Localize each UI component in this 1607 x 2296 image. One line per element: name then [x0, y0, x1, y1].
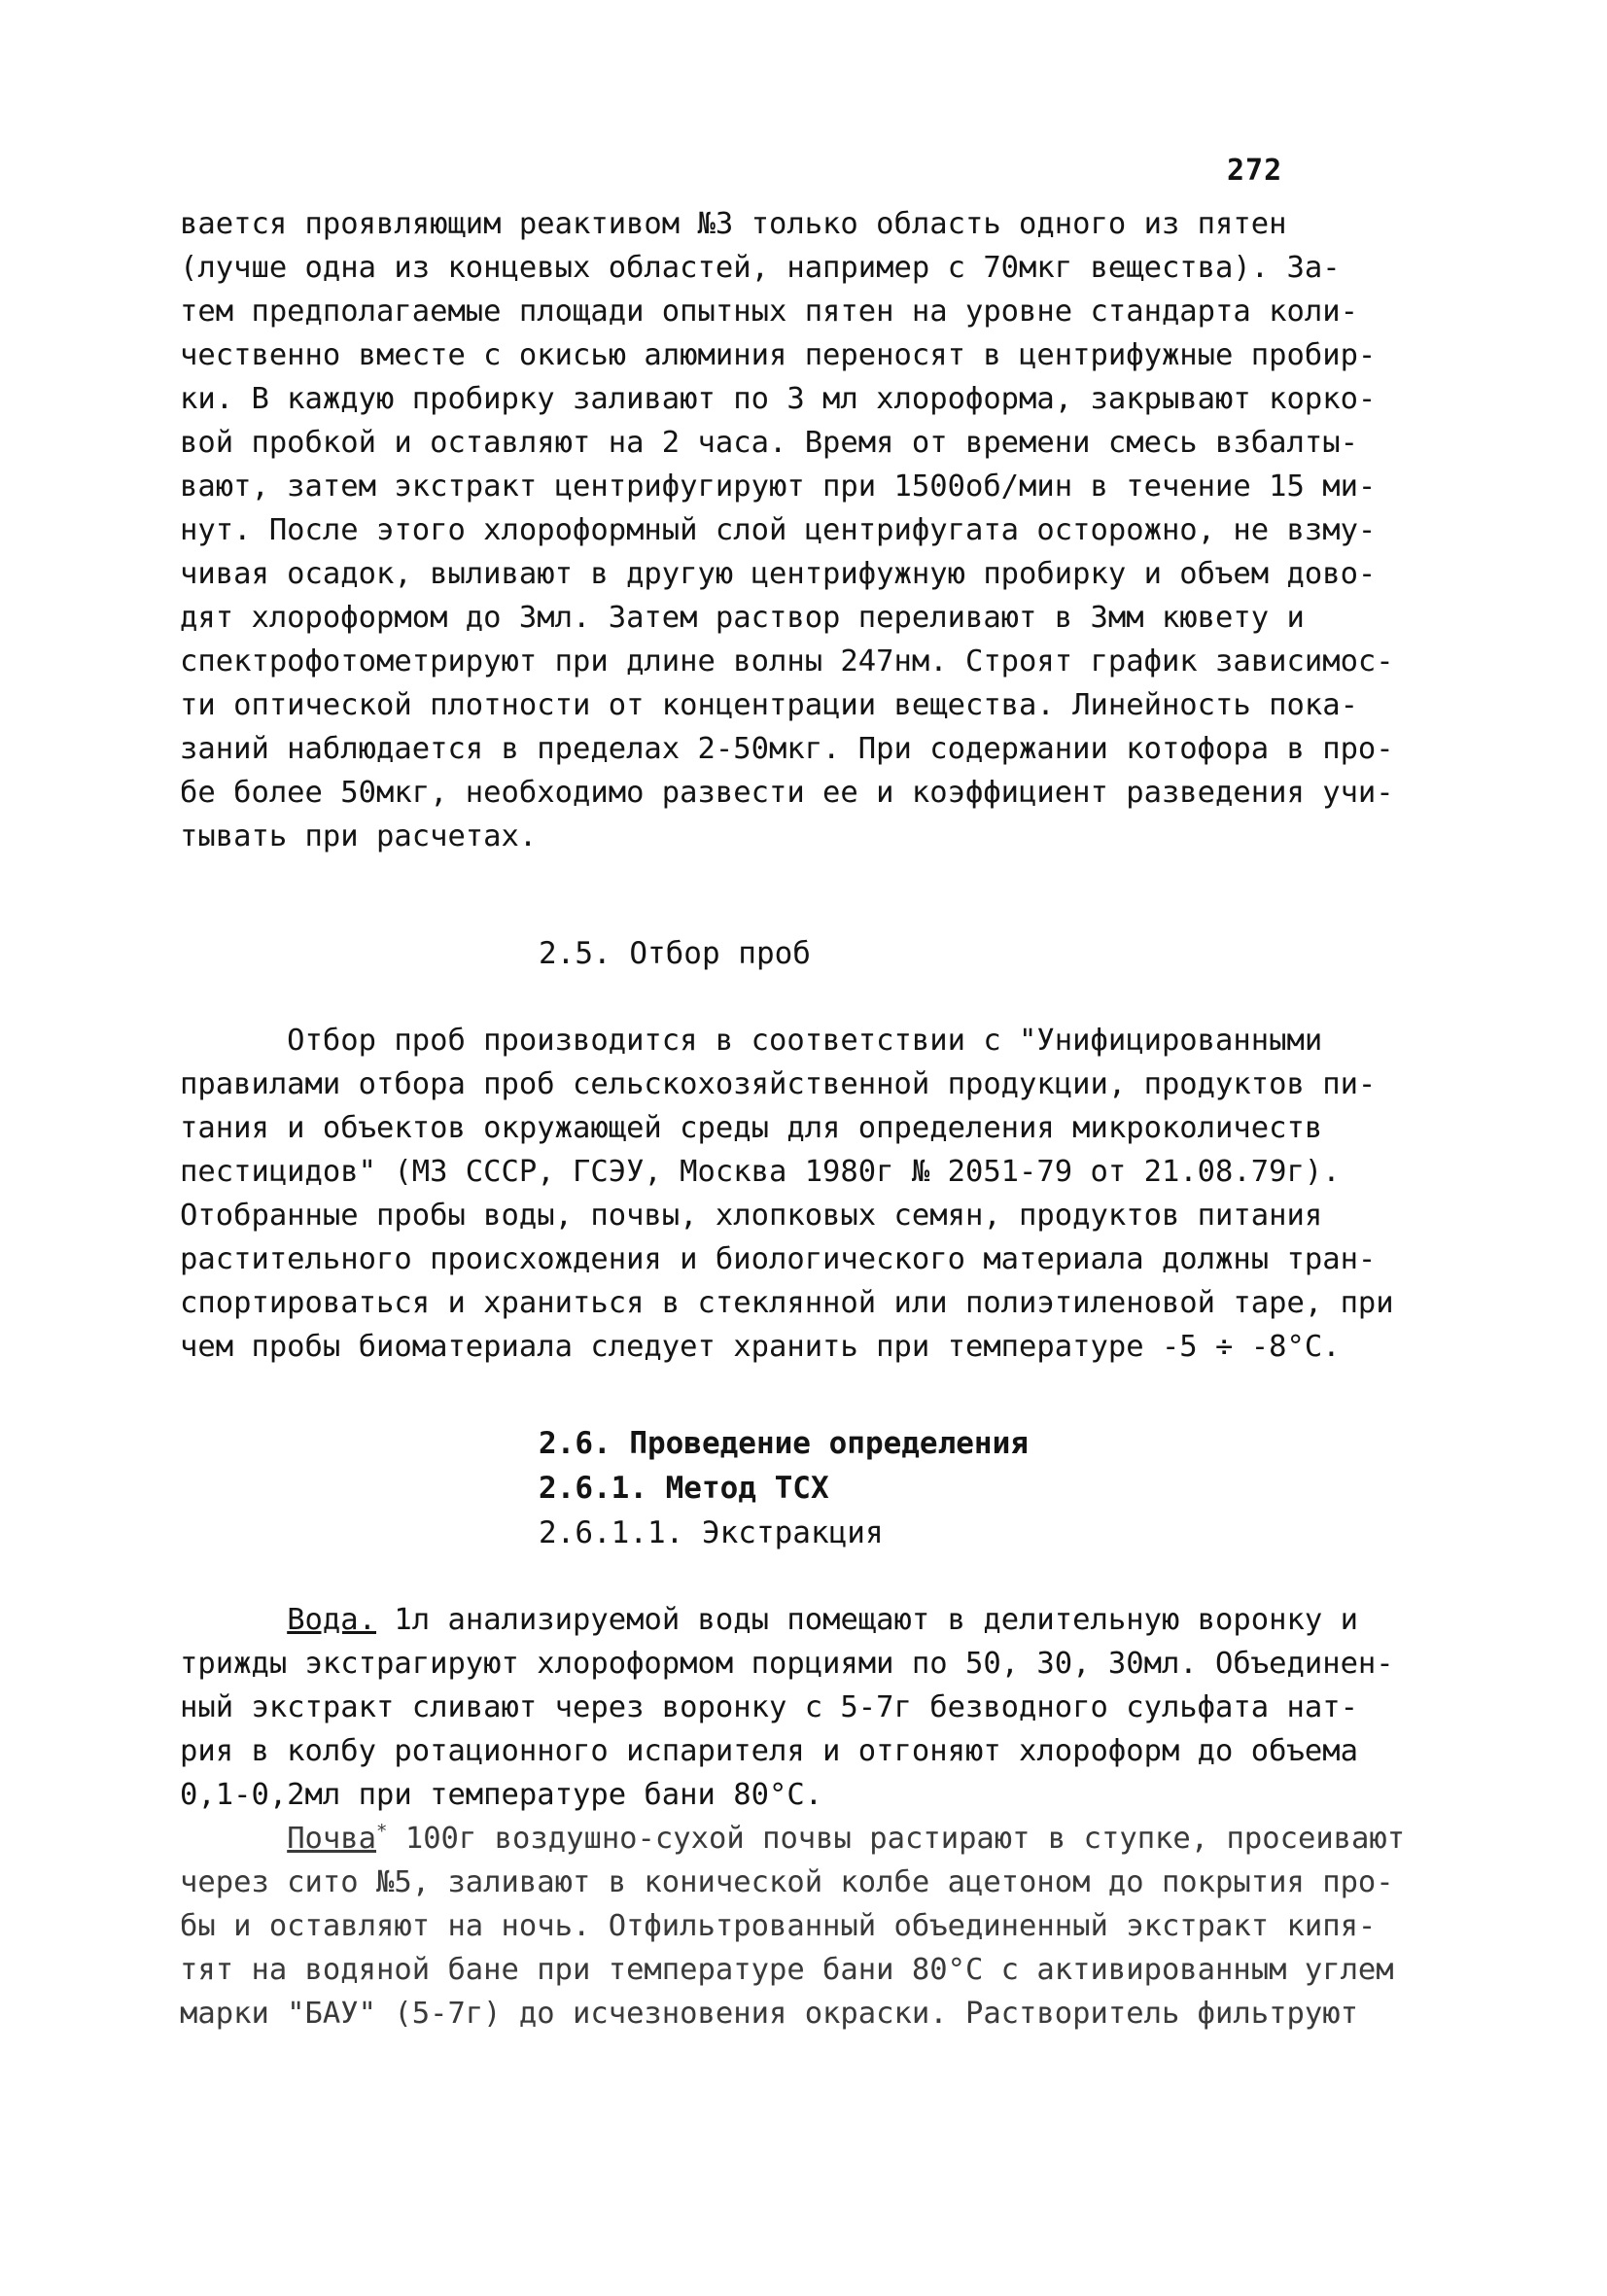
sampling-line: пестицидов" (МЗ СССР, ГСЭУ, Москва 1980г № 2051-79 от 21.08.79г).	[180, 1155, 1341, 1189]
sampling-line: чем пробы биоматериала следует хранить при температуре -5 ÷ -8°С.	[180, 1330, 1341, 1364]
paragraph-1-line: заний наблюдается в пределах 2-50мкг. При содержании котофора в про-	[180, 732, 1394, 766]
soil-lines	[180, 1861, 1434, 2035]
soil-first-line-text: 100г воздушно-сухой почвы растирают в ступке, просеивают	[387, 1822, 1406, 1856]
paragraph-1-line: вают, затем экстракт центрифугируют при 1500об/мин в течение 15 ми-	[180, 470, 1377, 504]
section-2-5-title: 2.5. Отбор проб	[539, 936, 811, 971]
section-2-6-title: 2.6. Проведение определения	[539, 1426, 1029, 1461]
paragraph-1-line: ти оптической плотности от концентрации вещества. Линейность пока-	[180, 688, 1358, 722]
water-line: трижды экстрагируют хлороформом порциями по 50, 30, 30мл. Объединен-	[180, 1647, 1394, 1681]
paragraph-1-line: бе более 50мкг, необходимо развести ее и коэффициент разведения учи-	[180, 776, 1394, 810]
paragraph-sampling	[180, 1019, 1434, 1369]
water-line: рия в колбу ротационного испарителя и отгоняют хлороформ до объема	[180, 1734, 1358, 1768]
sampling-line: растительного происхождения и биологического материала должны тран-	[180, 1242, 1377, 1276]
water-first-line	[180, 1598, 1434, 1642]
soil-line: тят на водяной бане при температуре бани 80°С с активированным углем	[180, 1953, 1394, 1987]
paragraph-spectrophotometry	[180, 202, 1434, 858]
soil-line: через сито №5, заливают в конической колбе ацетоном до покрытия про-	[180, 1865, 1394, 1899]
page-number: 272	[1227, 154, 1283, 188]
water-first-line-text: 1л анализируемой воды помещают в делительную воронку и	[376, 1603, 1358, 1637]
footnote-mark: *	[376, 1820, 388, 1842]
sampling-line: Отбор проб производится в соответствии с "Унифицированными	[180, 1024, 1323, 1058]
soil-first-line	[180, 1817, 1434, 1861]
section-2-6-1-1-title: 2.6.1.1. Экстракция	[539, 1515, 884, 1550]
section-2-6-1-title: 2.6.1. Метод ТСХ	[539, 1471, 829, 1506]
sampling-line: спортироваться и храниться в стеклянной или полиэтиленовой таре, при	[180, 1286, 1394, 1320]
soil-line: марки "БАУ" (5-7г) до исчезновения окраски. Растворитель фильтруют	[180, 1997, 1358, 2031]
soil-line: бы и оставляют на ночь. Отфильтрованный объединенный экстракт кипя-	[180, 1909, 1377, 1943]
paragraph-1-line: ки. В каждую пробирку заливают по 3 мл хлороформа, закрывают корко-	[180, 382, 1377, 416]
soil-label: Почва	[287, 1822, 377, 1856]
paragraph-soil	[180, 1817, 1434, 2035]
paragraph-1-line: чественно вместе с окисью алюминия переносят в центрифужные пробир-	[180, 338, 1377, 372]
paragraph-1-line: вой пробкой и оставляют на 2 часа. Время от времени смесь взбалты-	[180, 426, 1358, 460]
paragraph-1-line: (лучше одна из концевых областей, например с 70мкг вещества). За-	[180, 251, 1341, 285]
water-line: 0,1-0,2мл при температуре бани 80°С.	[180, 1778, 823, 1812]
sampling-line: правилами отбора проб сельскохозяйственной продукции, продуктов пи-	[180, 1067, 1377, 1101]
paragraph-1-line: спектрофотометрируют при длине волны 247нм. Строят график зависимос-	[180, 644, 1394, 678]
paragraph-water	[180, 1598, 1434, 1817]
sampling-line: Отобранные пробы воды, почвы, хлопковых семян, продуктов питания	[180, 1199, 1323, 1233]
water-line: ный экстракт сливают через воронку с 5-7г безводного сульфата нат-	[180, 1690, 1358, 1724]
water-lines	[180, 1642, 1434, 1817]
paragraph-1-line: вается проявляющим реактивом №3 только область одного из пятен	[180, 207, 1287, 241]
water-label: Вода.	[287, 1603, 377, 1637]
paragraph-1-line: нут. После этого хлороформный слой центрифугата осторожно, не взму-	[180, 513, 1377, 547]
paragraph-1-line: тем предполагаемые площади опытных пятен на уровне стандарта коли-	[180, 295, 1358, 329]
paragraph-1-line: чивая осадок, выливают в другую центрифужную пробирку и объем дово-	[180, 557, 1377, 591]
paragraph-1-line: дят хлороформом до 3мл. Затем раствор переливают в 3мм кювету и	[180, 601, 1305, 635]
sampling-line: тания и объектов окружающей среды для определения микроколичеств	[180, 1111, 1323, 1145]
paragraph-1-line: тывать при расчетах.	[180, 819, 538, 853]
